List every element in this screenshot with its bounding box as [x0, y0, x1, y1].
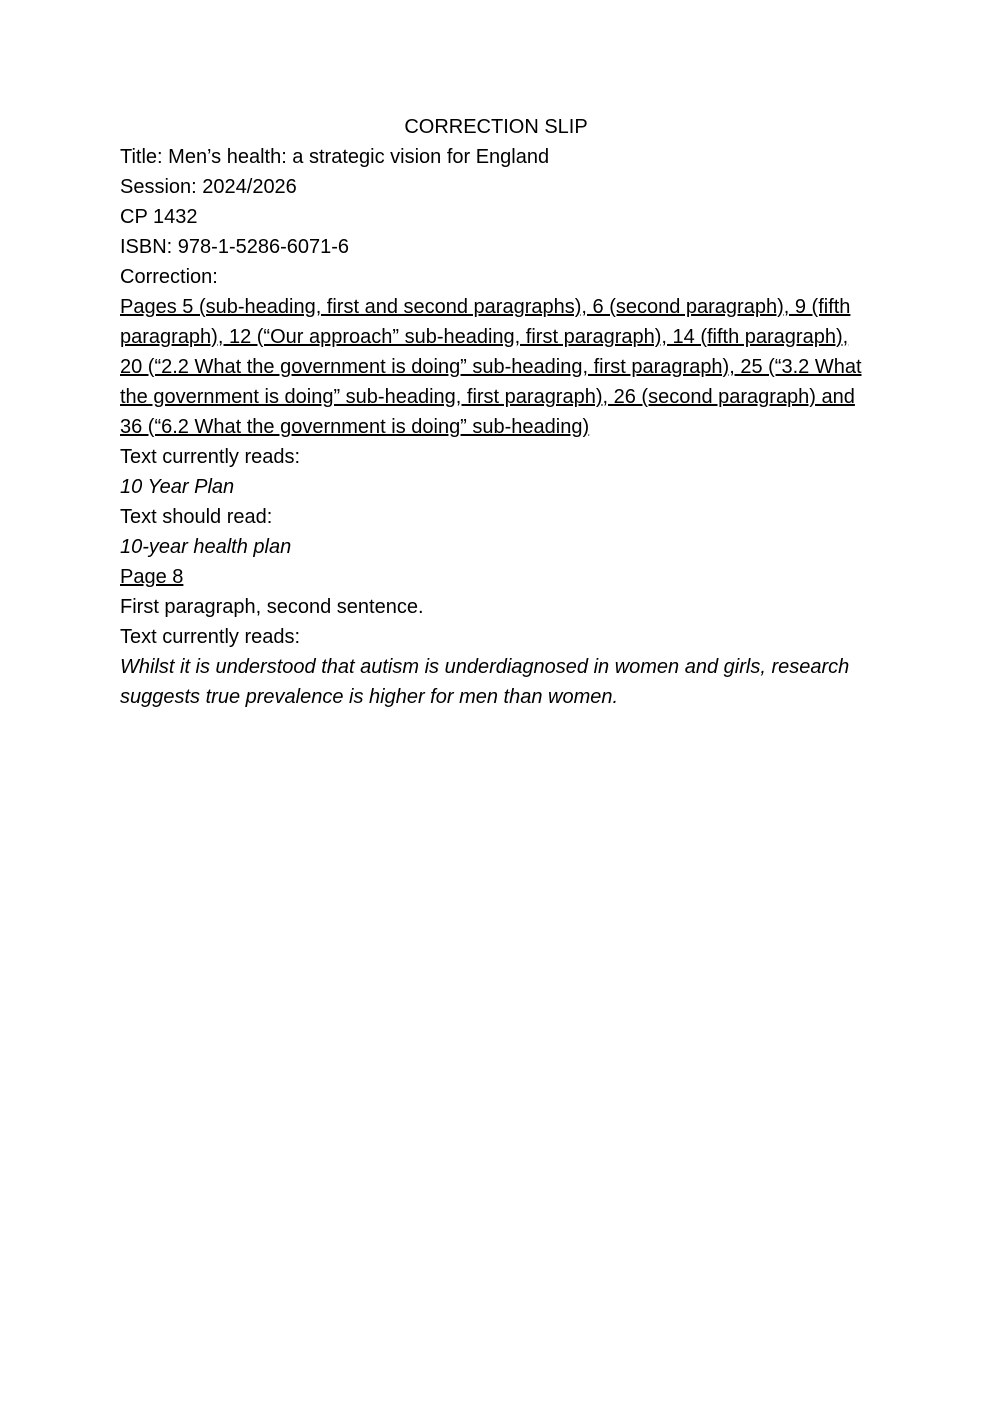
- page-8-current-text-quote: Whilst it is understood that autism is underdiagnosed in women and girls, research suggests true prevalence is higher for men than women.: [120, 656, 850, 708]
- isbn-line: ISBN: 978-1-5286-6071-6: [120, 236, 350, 258]
- current-text-quote: 10 Year Plan: [120, 476, 235, 498]
- session-line: Session: 2024/2026: [120, 176, 297, 198]
- text-currently-reads-label: Text currently reads:: [120, 446, 301, 468]
- page-8-text-currently-reads-label: Text currently reads:: [120, 626, 301, 648]
- correction-label: Correction:: [120, 266, 218, 288]
- page-8-location-line: First paragraph, second sentence.: [120, 596, 424, 618]
- corrected-text-quote: 10-year health plan: [120, 536, 292, 558]
- publication-title-line: Title: Men’s health: a strategic vision for England: [120, 146, 550, 168]
- pages-affected-paragraph: Pages 5 (sub-heading, first and second paragraphs), 6 (second paragraph), 9 (fifth paragraph), 12 (“Our approach” sub-heading, first paragraph), 14 (fifth paragraph), 20 (“2.2 What the government is doing” sub-heading, first paragraph), 25 (“3.2 What the government is doing” sub-heading, first paragraph), 26 (second paragraph) and 36 (“6.2 What the government is doing” sub-heading): [120, 296, 862, 438]
- text-should-read-label: Text should read:: [120, 506, 273, 528]
- cp-number-line: CP 1432: [120, 206, 198, 228]
- page-8-heading: Page 8: [120, 566, 184, 588]
- document-heading: CORRECTION SLIP: [404, 116, 588, 138]
